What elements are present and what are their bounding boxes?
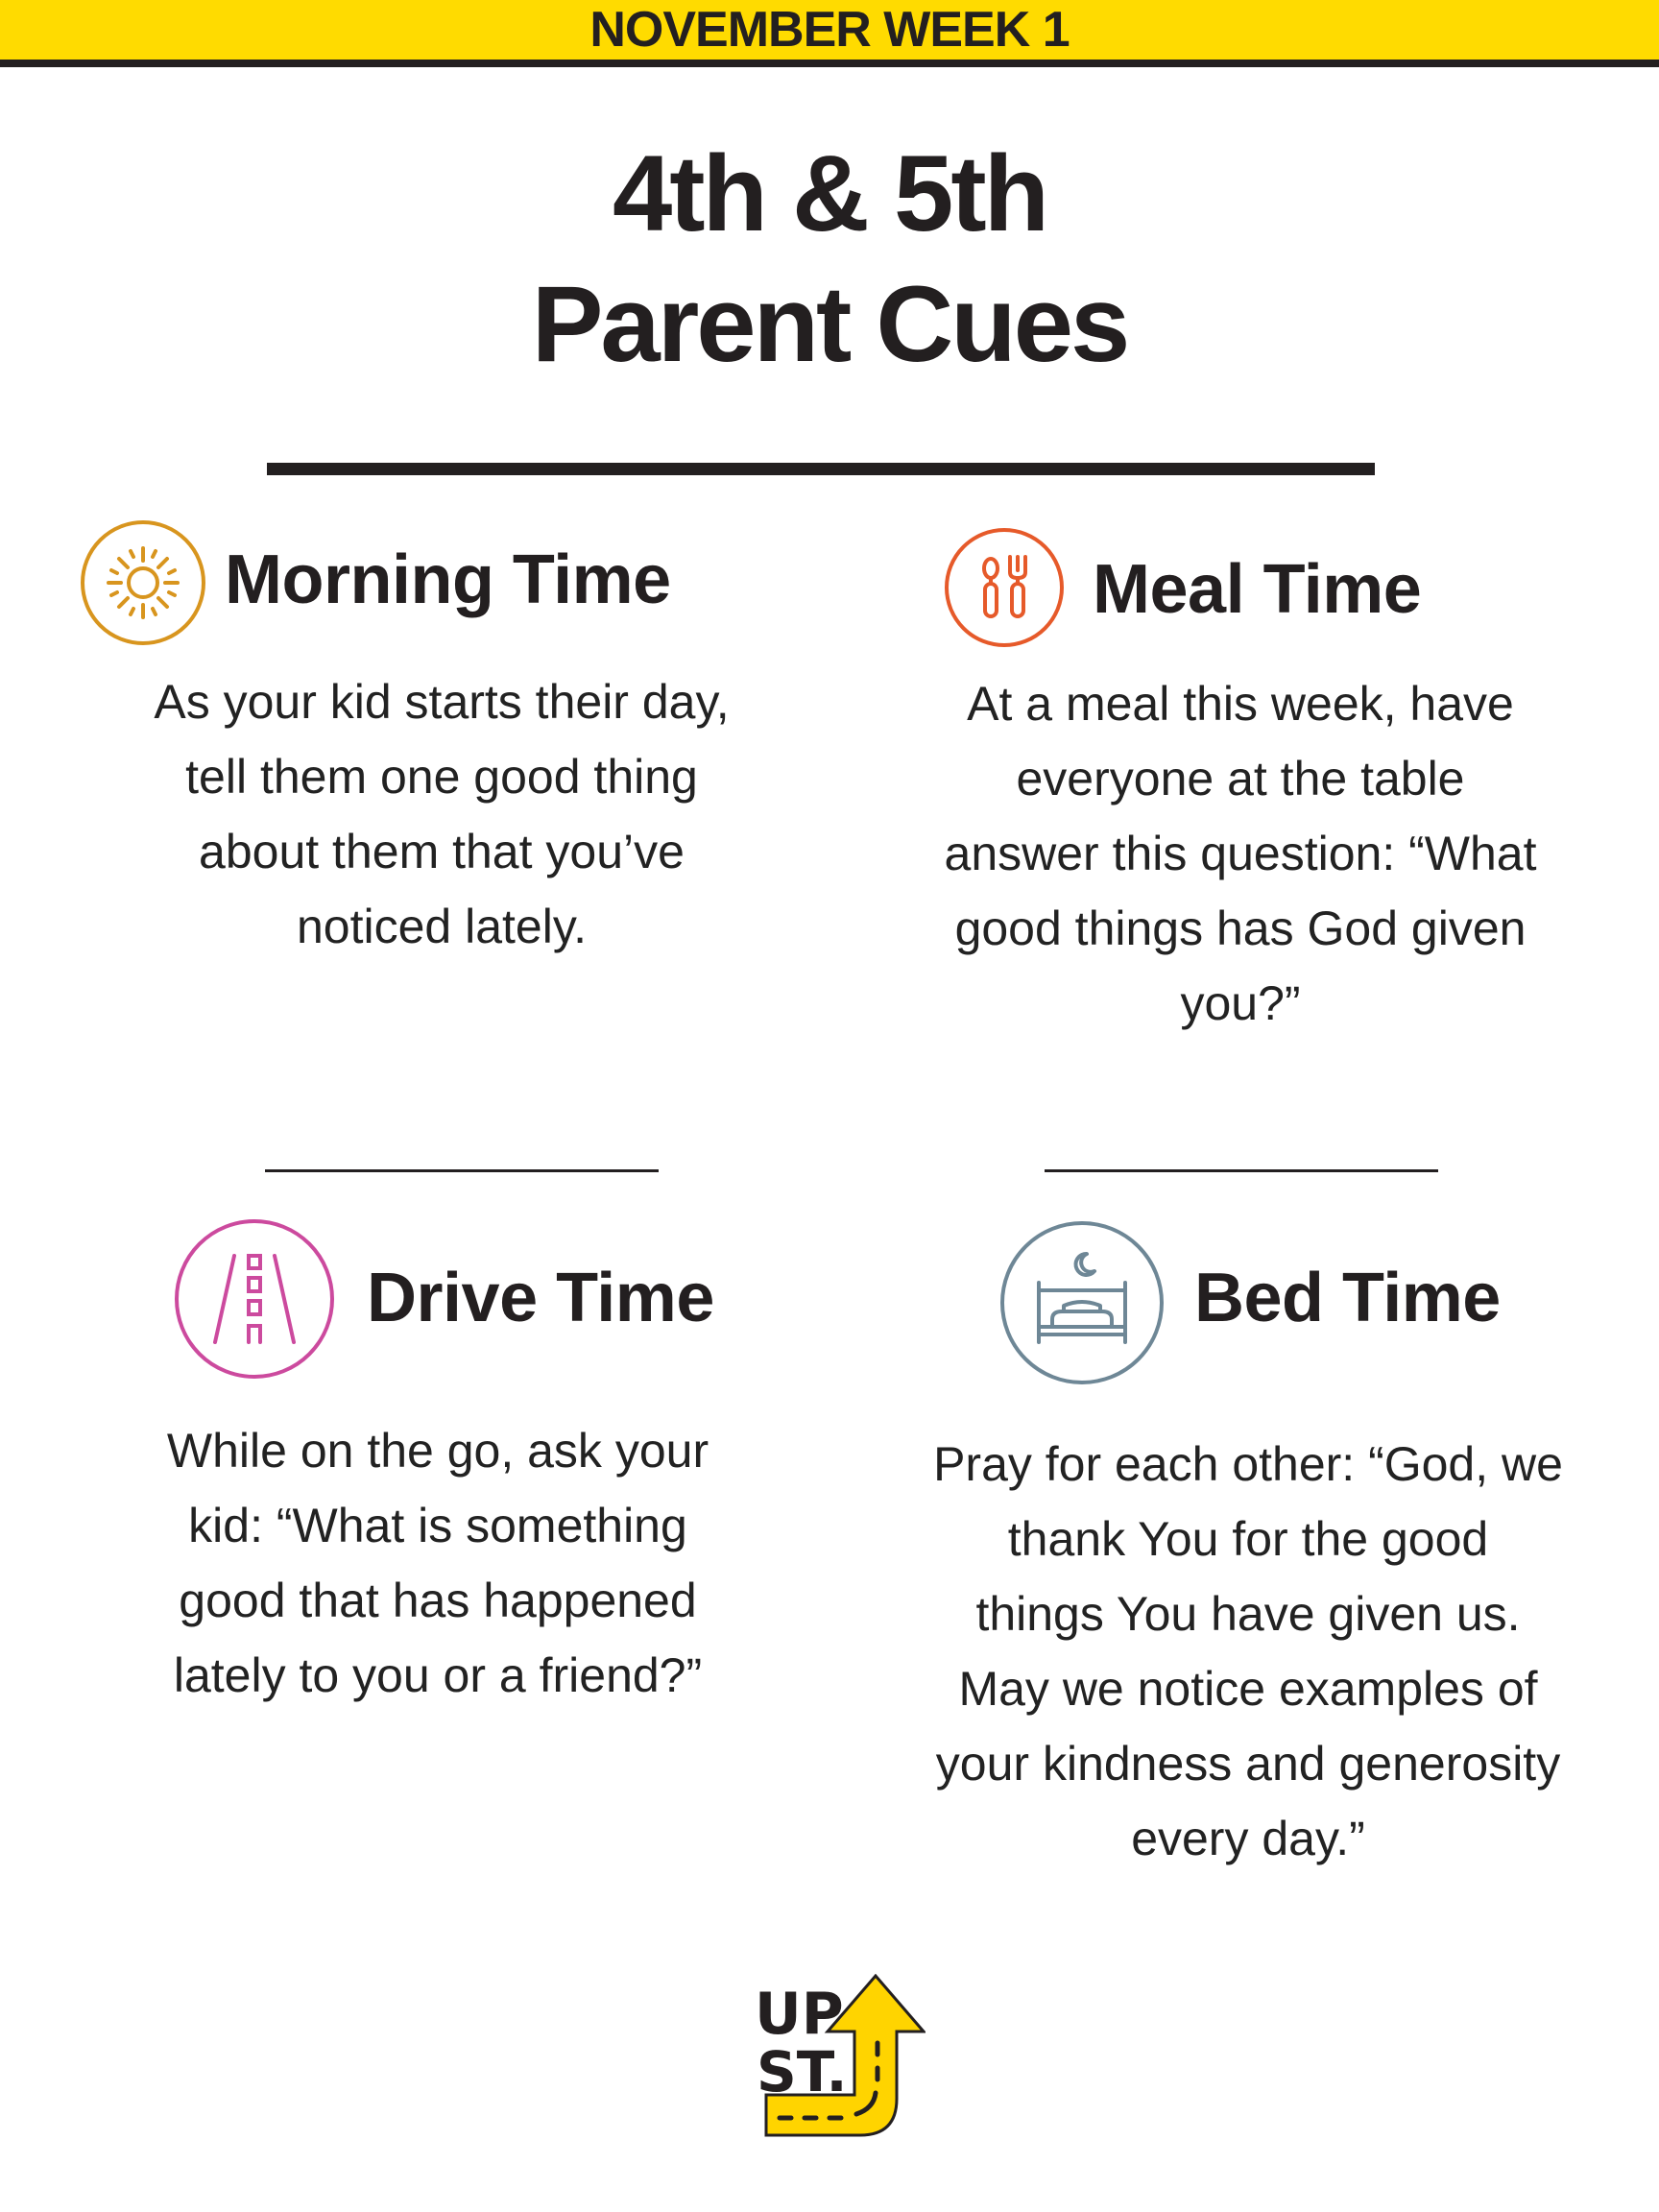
banner-text: NOVEMBER WEEK 1 <box>589 2 1070 58</box>
bed-time-text: Pray for each other: “God, we thank You for the good things You have given us. May we notice examples of your kindness and generosity every day.” <box>933 1437 1563 1865</box>
logo-line2: ST. <box>757 2039 848 2104</box>
sun-icon <box>79 518 207 647</box>
meal-time-text: At a meal this week, have everyone at the table answer this question: “What good things has God given you?” <box>944 677 1537 1030</box>
upstreet-logo <box>753 1974 926 2147</box>
bed-time-heading: Bed Time <box>1194 1260 1501 1336</box>
meal-time-heading: Meal Time <box>1093 551 1422 628</box>
page-title-line1: 4th & 5th <box>612 133 1047 253</box>
logo-line1: UP <box>755 1981 844 2048</box>
fork-spoon-icon <box>943 526 1066 649</box>
title-divider <box>267 463 1375 475</box>
section-divider-left <box>265 1169 659 1172</box>
morning-time-text: As your kid starts their day, tell them one good thing about them that you’ve noticed lately. <box>154 675 730 953</box>
bed-moon-icon <box>998 1219 1166 1386</box>
page-title-line2: Parent Cues <box>531 264 1128 384</box>
section-divider-right <box>1045 1169 1438 1172</box>
morning-time-heading: Morning Time <box>225 541 671 618</box>
road-icon <box>173 1217 336 1381</box>
top-banner <box>0 0 1659 67</box>
drive-time-heading: Drive Time <box>367 1260 714 1336</box>
drive-time-text: While on the go, ask your kid: “What is something good that has happened lately to you or a friend?” <box>166 1424 709 1702</box>
